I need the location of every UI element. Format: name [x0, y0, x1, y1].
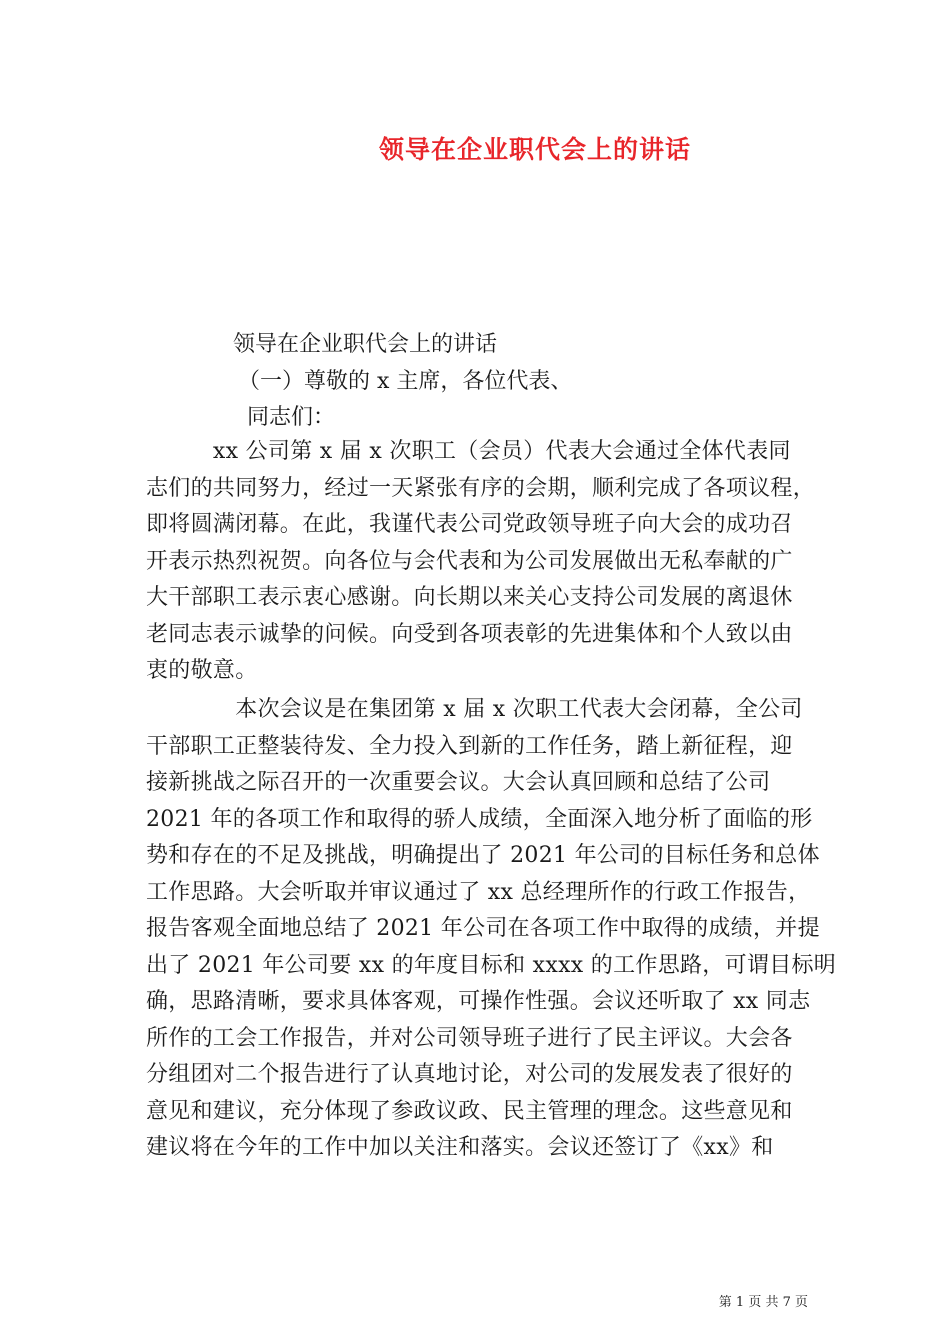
paragraph-line: 工作思路。大会听取并审议通过了 xx 总经理所作的行政工作报告， [146, 879, 811, 905]
paragraph-line: 建议将在今年的工作中加以关注和落实。会议还签订了《xx》和 [146, 1135, 774, 1160]
document-title: 领导在企业职代会上的讲话 [378, 135, 691, 164]
paragraph-line: 志们的共同努力，经过一天紧张有序的会期，顺利完成了各项议程， [146, 475, 816, 501]
paragraph-line: 报告客观全面地总结了 2021 年公司在各项工作中取得的成绩，并提 [146, 916, 820, 941]
paragraph-line: 势和存在的不足及挑战，明确提出了 2021 年公司的目标任务和总体 [146, 843, 820, 868]
paragraph-line: 所作的工会工作报告，并对公司领导班子进行了民主评议。大会各 [146, 1025, 793, 1051]
paragraph-1 [146, 434, 816, 690]
paragraph-line: 确，思路清晰，要求具体客观，可操作性强。会议还听取了 xx 同志 [146, 989, 811, 1014]
paragraph-line: 本次会议是在集团第 x 届 x 次职工代表大会闭幕，全公司 [146, 697, 803, 722]
salutation-line-1: （一）尊敬的 x 主席，各位代表、 [238, 369, 573, 394]
paragraph-line: 意见和建议，充分体现了参政议政、民主管理的理念。这些意见和 [146, 1098, 793, 1124]
paragraph-line: 衷的敬意。 [146, 658, 258, 683]
document-subtitle: 领导在企业职代会上的讲话 [233, 332, 498, 357]
paragraph-line: 接新挑战之际召开的一次重要会议。大会认真回顾和总结了公司 [146, 770, 771, 795]
salutation-line-2: 同志们： [247, 405, 336, 430]
paragraph-line: 分组团对二个报告进行了认真地讨论，对公司的发展发表了很好的 [146, 1062, 793, 1087]
paragraph-line: xx 公司第 x 届 x 次职工（会员）代表大会通过全体代表同 [146, 439, 791, 464]
paragraph-2 [146, 692, 837, 1167]
paragraph-line: 2021 年的各项工作和取得的骄人成绩，全面深入地分析了面临的形 [146, 806, 813, 832]
paragraph-line: 出了 2021 年公司要 xx 的年度目标和 xxxx 的工作思路，可谓目标明 [146, 952, 837, 978]
paragraph-line: 老同志表示诚挚的问候。向受到各项表彰的先进集体和个人致以由 [146, 621, 793, 647]
page-footer: 第 1 页 共 7 页 [718, 1295, 808, 1310]
paragraph-line: 大干部职工表示衷心感谢。向长期以来关心支持公司发展的离退休 [146, 585, 793, 610]
paragraph-line: 干部职工正整装待发、全力投入到新的工作任务，踏上新征程，迎 [146, 733, 793, 759]
paragraph-line: 开表示热烈祝贺。向各位与会代表和为公司发展做出无私奉献的广 [146, 548, 793, 574]
paragraph-line: 即将圆满闭幕。在此，我谨代表公司党政领导班子向大会的成功召 [146, 512, 793, 537]
